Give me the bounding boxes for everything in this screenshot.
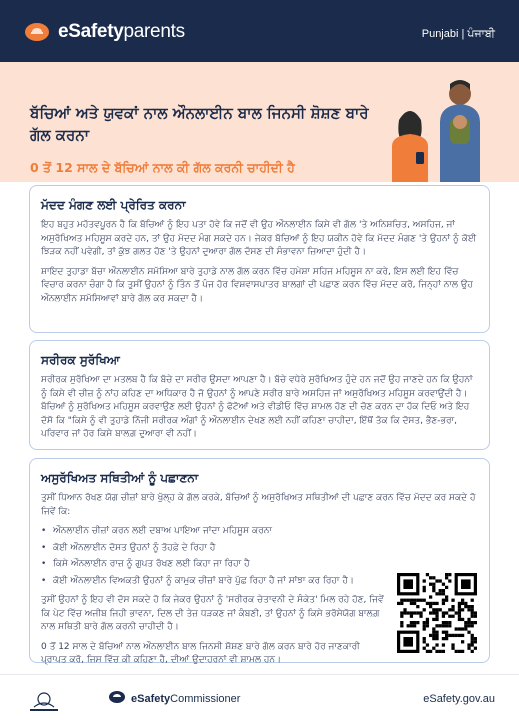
qr-code[interactable] [397,573,477,653]
website-link[interactable]: eSafety.gov.au [423,693,495,705]
list-item: • ਔਨਲਾਈਨ ਚੀਜ਼ਾਂ ਕਰਨ ਲਈ ਦਬਾਅ ਪਾਇਆ ਜਾਂਦਾ ਮਹਿਸੂਸ ਕਰਨਾ [41,525,478,539]
esafety-logo-icon [24,21,52,43]
body-safety-card [29,340,490,450]
esafety-commissioner-icon [108,689,126,708]
warning-signals-paragraph: ਤੁਸੀਂ ਉਹਨਾਂ ਨੂੰ ਇਹ ਵੀ ਦੱਸ ਸਕਦੇ ਹੋ ਕਿ ਜੇਕਰ ਉਹਨਾਂ ਨੂੰ 'ਸਰੀਰਕ ਚੇਤਾਵਨੀ ਦੇ ਸੰਕੇਤ' ਮਿਲ ਰਹੇ ਹੋਣ, ਜਿਵੇਂ ਕਿ ਪੇਟ ਵਿੱਚ ਅਜੀਬ ਜਿਹੀ ਭਾਵਨਾ, ਦਿਲ ਦੀ ਤੇਜ਼ ਧੜਕਣ ਜਾਂ ਕੰਬਣੀ, ਤਾਂ ਉਹਨਾਂ ਨੂੰ ਕਿਸੇ ਭਰੋਸੇਯੋਗ ਬਾਲਗ਼ ਨਾਲ ਸਥਿਤੀ ਬਾਰੇ ਗੱਲ ਕਰਨੀ ਚਾਹੀਦੀ ਹੈ। [41,595,384,632]
page-title: ਬੱਚਿਆਂ ਅਤੇ ਯੁਵਕਾਂ ਨਾਲ ਔਨਲਾਈਨ ਬਾਲ ਜਿਨਸੀ ਸ਼ੋਸ਼ਣ ਬਾਰੇ ਗੱਲ ਕਰਨਾ [30,104,369,144]
help-seeking-paragraph-1: ਇਹ ਬਹੁਤ ਮਹੱਤਵਪੂਰਨ ਹੈ ਕਿ ਬੱਚਿਆਂ ਨੂੰ ਇਹ ਪਤਾ ਹੋਵੇ ਕਿ ਜਦੋਂ ਵੀ ਉਹ ਔਨਲਾਈਨ ਕਿਸੇ ਵੀ ਗੱਲ 'ਤੇ ਅਨਿਸ਼ਚਿਤ, ਅਸਹਿਜ, ਜਾਂ ਅਸੁਰੱਖਿਅਤ ਮਹਿਸੂਸ ਕਰਦੇ ਹਨ, ਤਾਂ ਉਹ ਮੱਦਦ ਮੰਗ ਸਕਦੇ ਹਨ। ਜੇਕਰ ਬੱਚਿਆਂ ਨੂੰ ਇਹ ਯਕੀਨ ਹੋਵੇ ਕਿ ਮੱਦਦ ਮੰਗਣ 'ਤੇ ਉਹਨਾਂ ਨੂੰ ਕੋਈ ਝਿੜਕ ਨਹੀਂ ਪਵੇਗੀ, ਤਾਂ ਕੁੱਝ ਗਲਤ ਹੋਣ 'ਤੇ ਉਹਨਾਂ ਦੁਆਰਾ ਗੱਲ ਦੱਸਣ ਦੀ ਸੰਭਾਵਨਾ ਜ਼ਿਆਦਾ ਹੁੰਦੀ ਹੈ। [41,220,477,257]
family-illustration-icon [370,72,519,182]
esafety-parents-logo[interactable] [24,21,185,43]
more-info-paragraph: 0 ਤੋਂ 12 ਸਾਲ ਦੇ ਬੱਚਿਆਂ ਨਾਲ ਔਨਲਾਈਨ ਬਾਲ ਜਿਨਸੀ ਸ਼ੋਸ਼ਣ ਬਾਰੇ ਗੱਲ ਕਰਨ ਬਾਰੇ ਹੋਰ ਜਾਣਕਾਰੀ ਪ੍ਰਾਪਤ ਕਰੋ, ਜਿਸ ਵਿੱਚ ਕੀ ਕਹਿਣਾ ਹੈ, ਦੀਆਂ ਉਦਾਹਰਨਾਂ ਵੀ ਸ਼ਾਮਲ ਹਨ। [41,641,360,665]
page-subtitle: 0 ਤੋਂ 12 ਸਾਲ ਦੇ ਬੱਚਿਆਂ ਨਾਲ ਕੀ ਗੱਲ ਕਰਨੀ ਚਾਹੀਦੀ ਹੈ [30,160,295,175]
top-banner [0,0,519,62]
esafety-commissioner-logo[interactable] [108,689,240,708]
help-seeking-card [29,185,490,333]
help-seeking-paragraph-2: ਸ਼ਾਇਦ ਤੁਹਾਡਾ ਬੱਚਾ ਔਨਲਾਈਨ ਸਮੱਸਿਆ ਬਾਰੇ ਤੁਹਾਡੇ ਨਾਲ ਗੱਲ ਕਰਨ ਵਿੱਚ ਹਮੇਸ਼ਾ ਸਹਿਜ ਮਹਿਸੂਸ ਨਾ ਕਰੇ, ਇਸ ਲਈ ਇਹ ਵਿੱਚ ਵਿਚਾਰ ਕਰਨਾ ਚੰਗਾ ਹੈ ਕਿ ਤੁਸੀਂ ਉਹਨਾਂ ਨੂੰ ਤਿੰਨ ਤੋਂ ਪੰਜ ਹੋਰ ਵਿਸ਼ਵਾਸਪਾਤਰ ਬਾਲਗਾਂ ਦੀ ਪਛਾਣ ਕਰਨ ਵਿੱਚ ਮੱਦਦ ਕਰੋ, ਜਿਨ੍ਹਾਂ ਨਾਲ ਉਹ ਔਨਲਾਈਨ ਸਮੱਸਿਆਵਾਂ ਬਾਰੇ ਗੱਲ ਕਰ ਸਕਦਾ ਹੈ। [41,266,473,304]
commissioner-name: eSafetyCommissioner [131,692,241,705]
help-seeking-heading: ਮੱਦਦ ਮੰਗਣ ਲਈ ਪ੍ਰੇਰਿਤ ਕਰਨਾ [41,198,186,212]
body-safety-heading: ਸਰੀਰਕ ਸੁਰੱਖਿਆ [41,353,120,367]
unsafe-situations-card [29,458,490,663]
list-item: • ਕੋਈ ਔਨਲਾਈਨ ਦੋਸਤ ਉਹਨਾਂ ਨੂੰ ਤੋਹਫ਼ੇ ਦੇ ਰਿਹਾ ਹੈ [41,542,478,556]
unsafe-situations-heading: ਅਸੁਰੱਖਿਅਤ ਸਥਿਤੀਆਂ ਨੂੰ ਪਛਾਣਨਾ [41,471,199,485]
list-item: • ਕੋਈ ਔਨਲਾਈਨ ਵਿਅਕਤੀ ਉਹਨਾਂ ਨੂੰ ਕਾਮੁਕ ਚੀਜ਼ਾਂ ਬਾਰੇ ਪੁੱਛ ਰਿਹਾ ਹੈ ਜਾਂ ਸਾਂਝਾ ਕਰ ਰਿਹਾ ਹੈ। [41,575,478,589]
list-item: • ਕਿਸੇ ਔਨਲਾਈਨ ਰਾਜ਼ ਨੂੰ ਗੁਪਤ ਰੱਖਣ ਲਈ ਕਿਹਾ ਜਾ ਰਿਹਾ ਹੈ [41,558,478,572]
brand-name: eSafetyparents [58,21,185,42]
australian-government-crest-icon [24,691,64,713]
footer [0,674,519,727]
body-safety-paragraph: ਸਰੀਰਕ ਸੁਰੱਖਿਆ ਦਾ ਮਤਲਬ ਹੈ ਕਿ ਬੱਚੇ ਦਾ ਸਰੀਰ ਉਸਦਾ ਆਪਣਾ ਹੈ। ਬੱਚੇ ਵਧੇਰੇ ਸੁਰੱਖਿਅਤ ਹੁੰਦੇ ਹਨ ਜਦੋਂ ਉਹ ਜਾਣਦੇ ਹਨ ਕਿ ਉਹਨਾਂ ਨੂੰ ਕਿਸੇ ਵੀ ਚੀਜ਼ ਨੂੰ ਨਾਂਹ ਕਹਿਣ ਦਾ ਅਧਿਕਾਰ ਹੈ ਜੋ ਉਹਨਾਂ ਨੂੰ ਆਪਣੇ ਸਰੀਰ ਬਾਰੇ ਅਸਹਿਜ ਜਾਂ ਅਸੁਰੱਖਿਅਤ ਮਹਿਸੂਸ ਕਰਵਾਉਂਦੀ ਹੈ। ਬੱਚਿਆਂ ਨੂੰ ਸੁਰੱਖਿਅਤ ਮਹਿਸੂਸ ਕਰਵਾਉਣ ਲਈ ਉਹਨਾਂ ਨੂੰ ਫੋਟੋਆਂ ਅਤੇ ਵੀਡੀਓ ਵਿੱਚ ਸ਼ਾਮਲ ਹੋਣ ਦੀ ਚੋਣ ਕਰਨ ਦਾ ਹੱਕ ਦਿਓ ਅਤੇ ਇਹ ਦੱਸੋ ਕਿ "ਕਿਸੇ ਨੂੰ ਵੀ ਤੁਹਾਡੇ ਨਿੱਜੀ ਸਰੀਰਕ ਅੰਗਾਂ ਨੂੰ ਔਨਲਾਈਨ ਦੇਖਣ ਲਈ ਨਹੀਂ ਕਹਿਣਾ ਚਾਹੀਦਾ, ਇੱਥੋਂ ਤੱਕ ਕਿ ਦੋਸਤ, ਭੈਣ-ਭਰਾ, ਪਰਿਵਾਰ ਜਾਂ ਹੋਰ ਕਿਸੇ ਬਾਲਗ਼ ਦੁਆਰਾ ਵੀ ਨਹੀਂ। [41,375,473,439]
language-label: Punjabi | ਪੰਜਾਬੀ [421,28,495,40]
unsafe-situations-intro: ਤੁਸੀਂ ਧਿਆਨ ਰੱਖਣ ਯੋਗ ਚੀਜ਼ਾਂ ਬਾਰੇ ਖੁੱਲ੍ਹ ਕੇ ਗੱਲ ਕਰਕੇ, ਬੱਚਿਆਂ ਨੂੰ ਅਸੁਰੱਖਿਅਤ ਸਥਿਤੀਆਂ ਦੀ ਪਛਾਣ ਕਰਨ ਵਿੱਚ ਮੱਦਦ ਕਰ ਸਕਦੇ ਹੋ ਜਿਵੇਂ ਕਿ: [41,493,476,517]
